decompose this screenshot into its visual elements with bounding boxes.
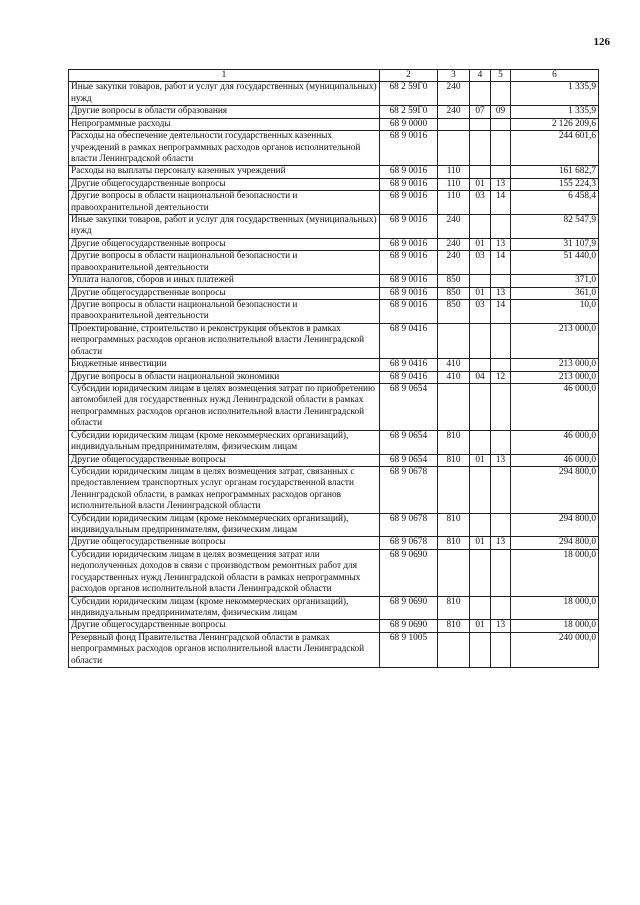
cell-subsection: [491, 131, 511, 166]
cell-name: Другие общегосударственные вопросы: [69, 178, 380, 190]
table-row: [69, 238, 599, 250]
cell-subsection: 13: [491, 238, 511, 250]
cell-code: 68 9 0690: [380, 549, 438, 596]
cell-section: [470, 430, 491, 454]
cell-name: Субсидии юридическим лицам в целях возмещения затрат или недополученных доходов в связи с производством ремонтных работ для государственных нужд Ленинградской области в рамках непрограммных расходов органов исполнительной власти Ленинградской области: [69, 549, 380, 596]
cell-name: Иные закупки товаров, работ и услуг для государственных (муниципальных) нужд: [69, 215, 380, 239]
table-row: [69, 537, 599, 549]
cell-expense-type: 110: [438, 166, 470, 178]
cell-code: 68 2 59Г0: [380, 106, 438, 118]
budget-table: [68, 69, 599, 668]
cell-name: Другие вопросы в области национальной безопасности и правоохранительной деятельности: [69, 191, 380, 215]
cell-expense-type: 110: [438, 191, 470, 215]
cell-name: Субсидии юридическим лицам (кроме некоммерческих организаций), индивидуальным предпринимателям, физическим лицам: [69, 430, 380, 454]
cell-section: [470, 118, 491, 130]
cell-code: 68 9 0654: [380, 454, 438, 466]
cell-expense-type: 240: [438, 106, 470, 118]
cell-name: Уплата налогов, сборов и иных платежей: [69, 275, 380, 287]
cell-expense-type: [438, 549, 470, 596]
table-row: [69, 215, 599, 239]
cell-subsection: [491, 215, 511, 239]
cell-expense-type: [438, 118, 470, 130]
cell-amount: 46 000,0: [511, 454, 599, 466]
cell-section: [470, 549, 491, 596]
cell-subsection: [491, 466, 511, 513]
cell-code: 68 9 0016: [380, 300, 438, 324]
cell-code: 68 9 0016: [380, 251, 438, 275]
cell-amount: 2 126 209,6: [511, 118, 599, 130]
cell-expense-type: 240: [438, 82, 470, 106]
table-row: [69, 287, 599, 299]
cell-subsection: [491, 383, 511, 430]
cell-name: Субсидии юридическим лицам в целях возмещения затрат по приобретению автомобилей для государственных нужд Ленинградской области в рамках непрограммных расходов органов исполнительной власти Ленинградской области: [69, 383, 380, 430]
cell-code: 68 2 59Г0: [380, 82, 438, 106]
cell-amount: 1 335,9: [511, 82, 599, 106]
cell-amount: 213 000,0: [511, 359, 599, 371]
cell-code: 68 9 0016: [380, 191, 438, 215]
cell-subsection: 13: [491, 454, 511, 466]
cell-code: 68 9 0016: [380, 166, 438, 178]
cell-expense-type: 810: [438, 454, 470, 466]
cell-section: 03: [470, 191, 491, 215]
cell-amount: 46 000,0: [511, 383, 599, 430]
cell-name: Субсидии юридическим лицам в целях возмещения затрат, связанных с предоставлением транспортных услуг органам государственной власти Ленинградской области, в рамках непрограммных расходов органов исполнительной власти Ленинградской области: [69, 466, 380, 513]
table-row: [69, 131, 599, 166]
table-row: [69, 596, 599, 620]
cell-expense-type: [438, 383, 470, 430]
cell-name: Другие общегосударственные вопросы: [69, 537, 380, 549]
cell-subsection: [491, 82, 511, 106]
cell-subsection: [491, 166, 511, 178]
cell-section: [470, 131, 491, 166]
cell-amount: 294 800,0: [511, 537, 599, 549]
column-header-subsection: 5: [491, 70, 511, 82]
cell-code: 68 9 0416: [380, 359, 438, 371]
cell-name: Субсидии юридическим лицам (кроме некоммерческих организаций), индивидуальным предпринимателям, физическим лицам: [69, 596, 380, 620]
cell-subsection: [491, 118, 511, 130]
cell-amount: 82 547,9: [511, 215, 599, 239]
column-header-name: 1: [69, 70, 380, 82]
cell-section: 07: [470, 106, 491, 118]
table-row: [69, 513, 599, 537]
cell-section: 01: [470, 620, 491, 632]
cell-subsection: 13: [491, 287, 511, 299]
cell-name: Расходы на обеспечение деятельности государственных казенных учреждений в рамках непрограммных расходов органов исполнительной власти Ленинградской области: [69, 131, 380, 166]
cell-name: Другие общегосударственные вопросы: [69, 287, 380, 299]
table-row: [69, 466, 599, 513]
cell-name: Другие вопросы в области национальной безопасности и правоохранительной деятельности: [69, 251, 380, 275]
cell-amount: 155 224,3: [511, 178, 599, 190]
column-header-section: 4: [470, 70, 491, 82]
cell-expense-type: [438, 466, 470, 513]
cell-expense-type: 850: [438, 300, 470, 324]
cell-amount: 46 000,0: [511, 430, 599, 454]
cell-expense-type: 850: [438, 287, 470, 299]
column-header-code: 2: [380, 70, 438, 82]
cell-code: 68 9 0678: [380, 466, 438, 513]
cell-name: Бюджетные инвестиции: [69, 359, 380, 371]
cell-subsection: 14: [491, 300, 511, 324]
cell-section: [470, 466, 491, 513]
table-row: [69, 275, 599, 287]
cell-code: 68 9 0016: [380, 287, 438, 299]
cell-section: 04: [470, 371, 491, 383]
table-row: [69, 359, 599, 371]
cell-amount: 161 682,7: [511, 166, 599, 178]
cell-code: 68 9 0416: [380, 371, 438, 383]
cell-code: 68 9 0016: [380, 215, 438, 239]
cell-subsection: [491, 513, 511, 537]
cell-expense-type: 850: [438, 275, 470, 287]
cell-expense-type: 810: [438, 513, 470, 537]
cell-amount: 31 107,9: [511, 238, 599, 250]
cell-expense-type: 410: [438, 371, 470, 383]
cell-section: 01: [470, 454, 491, 466]
cell-section: [470, 82, 491, 106]
cell-subsection: 14: [491, 191, 511, 215]
cell-name: Другие вопросы в области национальной экономики: [69, 371, 380, 383]
cell-subsection: 09: [491, 106, 511, 118]
cell-section: 01: [470, 178, 491, 190]
table-row: [69, 549, 599, 596]
cell-subsection: [491, 632, 511, 667]
cell-amount: 371,0: [511, 275, 599, 287]
cell-subsection: [491, 430, 511, 454]
table-row: [69, 383, 599, 430]
table-row: [69, 82, 599, 106]
cell-amount: 6 458,4: [511, 191, 599, 215]
cell-expense-type: 240: [438, 238, 470, 250]
cell-amount: 294 800,0: [511, 513, 599, 537]
cell-section: [470, 632, 491, 667]
table-row: [69, 106, 599, 118]
table-row: [69, 430, 599, 454]
cell-amount: 240 000,0: [511, 632, 599, 667]
cell-name: Иные закупки товаров, работ и услуг для государственных (муниципальных) нужд: [69, 82, 380, 106]
cell-expense-type: 110: [438, 178, 470, 190]
cell-amount: 10,0: [511, 300, 599, 324]
cell-name: Проектирование, строительство и реконструкция объектов в рамках непрограммных расходов органов исполнительной власти Ленинградской области: [69, 323, 380, 358]
cell-subsection: [491, 596, 511, 620]
cell-subsection: [491, 323, 511, 358]
cell-code: 68 9 0654: [380, 383, 438, 430]
cell-expense-type: [438, 632, 470, 667]
cell-name: Расходы на выплаты персоналу казенных учреждений: [69, 166, 380, 178]
cell-amount: 361,0: [511, 287, 599, 299]
cell-name: Другие общегосударственные вопросы: [69, 238, 380, 250]
cell-section: [470, 596, 491, 620]
table-row: [69, 620, 599, 632]
cell-expense-type: 240: [438, 251, 470, 275]
cell-amount: 244 601,6: [511, 131, 599, 166]
cell-amount: 213 000,0: [511, 323, 599, 358]
cell-amount: 1 335,9: [511, 106, 599, 118]
table-row: [69, 300, 599, 324]
cell-subsection: 12: [491, 371, 511, 383]
cell-amount: 18 000,0: [511, 620, 599, 632]
cell-name: Другие вопросы в области образования: [69, 106, 380, 118]
cell-subsection: [491, 549, 511, 596]
cell-expense-type: 810: [438, 596, 470, 620]
cell-code: 68 9 0000: [380, 118, 438, 130]
cell-section: 01: [470, 287, 491, 299]
cell-section: 01: [470, 537, 491, 549]
cell-code: 68 9 0678: [380, 513, 438, 537]
cell-code: 68 9 0016: [380, 275, 438, 287]
cell-code: 68 9 1005: [380, 632, 438, 667]
cell-code: 68 9 0016: [380, 131, 438, 166]
table-row: [69, 166, 599, 178]
cell-name: Другие общегосударственные вопросы: [69, 620, 380, 632]
cell-section: 03: [470, 251, 491, 275]
cell-subsection: [491, 359, 511, 371]
cell-name: Непрограммные расходы: [69, 118, 380, 130]
table-row: [69, 632, 599, 667]
cell-code: 68 9 0690: [380, 596, 438, 620]
cell-name: Резервный фонд Правительства Ленинградской области в рамках непрограммных расходов органов исполнительной власти Ленинградской области: [69, 632, 380, 667]
table-row: [69, 191, 599, 215]
table-header-row: [69, 70, 599, 82]
column-header-amount: 6: [511, 70, 599, 82]
cell-amount: 18 000,0: [511, 549, 599, 596]
cell-code: 68 9 0654: [380, 430, 438, 454]
cell-subsection: 13: [491, 178, 511, 190]
cell-section: [470, 215, 491, 239]
cell-section: [470, 275, 491, 287]
cell-amount: 18 000,0: [511, 596, 599, 620]
cell-amount: 294 800,0: [511, 466, 599, 513]
cell-subsection: 14: [491, 251, 511, 275]
table-row: [69, 118, 599, 130]
cell-expense-type: [438, 131, 470, 166]
cell-section: [470, 513, 491, 537]
cell-name: Другие общегосударственные вопросы: [69, 454, 380, 466]
cell-section: [470, 323, 491, 358]
table-row: [69, 454, 599, 466]
cell-amount: 51 440,0: [511, 251, 599, 275]
column-header-expense-type: 3: [438, 70, 470, 82]
table-body: [69, 82, 599, 668]
cell-expense-type: 810: [438, 537, 470, 549]
cell-code: 68 9 0016: [380, 178, 438, 190]
page-number: 126: [593, 36, 610, 48]
cell-expense-type: 240: [438, 215, 470, 239]
table-row: [69, 323, 599, 358]
table-row: [69, 178, 599, 190]
cell-name: Другие вопросы в области национальной безопасности и правоохранительной деятельности: [69, 300, 380, 324]
cell-section: [470, 359, 491, 371]
cell-name: Субсидии юридическим лицам (кроме некоммерческих организаций), индивидуальным предпринимателям, физическим лицам: [69, 513, 380, 537]
table-row: [69, 251, 599, 275]
cell-subsection: [491, 275, 511, 287]
cell-code: 68 9 0016: [380, 238, 438, 250]
cell-expense-type: [438, 323, 470, 358]
cell-section: 03: [470, 300, 491, 324]
cell-code: 68 9 0416: [380, 323, 438, 358]
cell-code: 68 9 0690: [380, 620, 438, 632]
table-row: [69, 371, 599, 383]
cell-expense-type: 410: [438, 359, 470, 371]
cell-expense-type: 810: [438, 430, 470, 454]
cell-subsection: 13: [491, 620, 511, 632]
cell-section: [470, 383, 491, 430]
cell-section: 01: [470, 238, 491, 250]
cell-subsection: 13: [491, 537, 511, 549]
cell-expense-type: 810: [438, 620, 470, 632]
cell-amount: 213 000,0: [511, 371, 599, 383]
cell-section: [470, 166, 491, 178]
cell-code: 68 9 0678: [380, 537, 438, 549]
